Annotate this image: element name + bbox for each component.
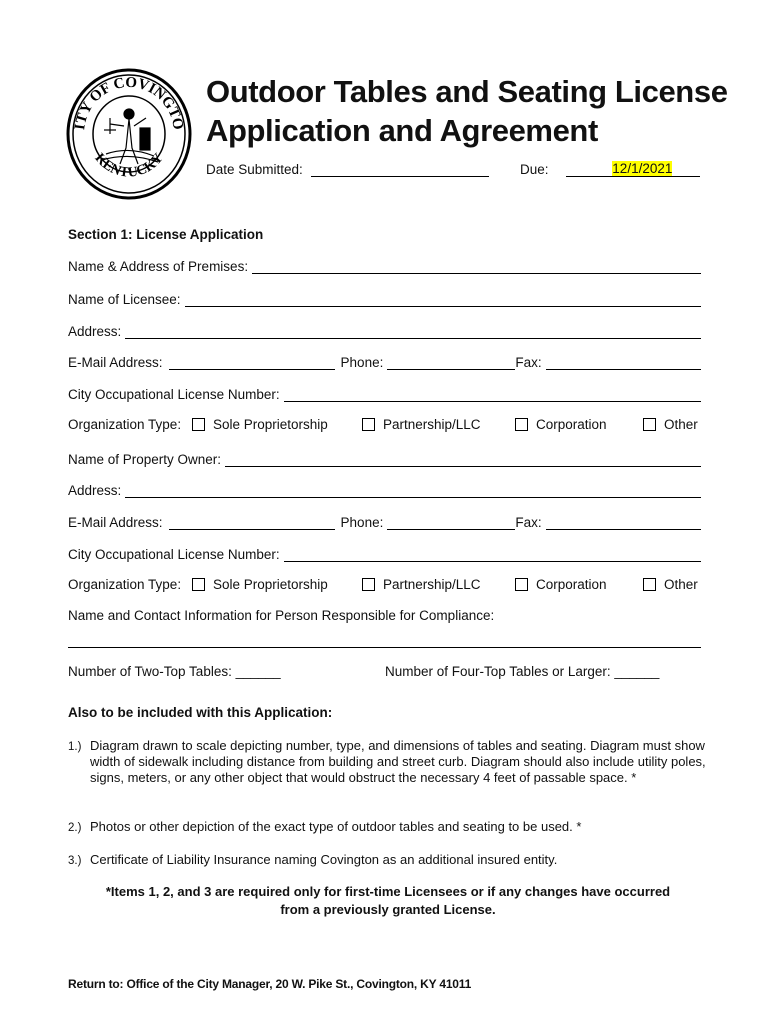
checkbox[interactable] [192,578,205,591]
list-text: Photos or other depiction of the exact type of outdoor tables and seating to be used. * [90,819,582,834]
licensee-occ-license-row [68,384,701,402]
option-partnership-llc[interactable]: Partnership/LLC [362,417,481,432]
licensee-email-field[interactable] [169,355,335,370]
org-type-label: Organization Type: [68,417,182,432]
licensee-occ-license-field[interactable] [284,387,701,402]
checkbox[interactable] [515,578,528,591]
owner-phone-field[interactable] [387,515,515,530]
list-item [68,738,708,786]
four-top-tables[interactable]: Number of Four-Top Tables or Larger: ______ [385,664,660,679]
list-text: Certificate of Liability Insurance naming Covington as an additional insured entity. [90,852,558,867]
option-corporation[interactable]: Corporation [515,577,607,592]
option-sole-proprietorship[interactable]: Sole Proprietorship [192,417,328,432]
due-label: Due: [520,162,549,177]
owner-occ-license-row [68,544,701,562]
note-line-2: from a previously granted License. [280,902,496,917]
email-label: E-Mail Address: [68,355,163,370]
included-heading: Also to be included with this Application: [68,705,333,720]
phone-label: Phone: [340,355,384,370]
premises-row [68,256,701,274]
title-line-1: Outdoor Tables and Seating License [206,74,728,109]
checkbox[interactable] [643,578,656,591]
fax-label: Fax: [515,515,542,530]
owner-contact-row [68,512,701,530]
licensee-contact-row [68,352,701,370]
date-submitted-label: Date Submitted: [206,162,303,177]
checkbox[interactable] [643,418,656,431]
licensee-address-field[interactable] [125,324,701,339]
owner-org-type-row [68,577,708,595]
svg-text:CITY OF COVINGTON: ITY OF COVINGTO [72,74,186,132]
owner-fax-field[interactable] [546,515,701,530]
org-type-label: Organization Type: [68,577,182,592]
list-number: 3.) [68,855,82,867]
two-top-tables[interactable]: Number of Two-Top Tables: ______ [68,664,281,679]
fax-label: Fax: [515,355,542,370]
section-heading: Section 1: License Application [68,227,264,242]
owner-row [68,449,701,467]
option-partnership-llc[interactable]: Partnership/LLC [362,577,481,592]
option-sole-proprietorship[interactable]: Sole Proprietorship [192,577,328,592]
phone-label: Phone: [340,515,384,530]
occ-license-label: City Occupational License Number: [68,387,280,402]
checkbox[interactable] [515,418,528,431]
licensee-field[interactable] [185,292,701,307]
occ-license-label: City Occupational License Number: [68,547,280,562]
list-item [68,852,708,868]
date-submitted-row [206,162,489,177]
title-line-2: Application and Agreement [206,113,598,148]
licensee-label: Name of Licensee: [68,292,181,307]
licensee-phone-field[interactable] [387,355,515,370]
owner-address-row [68,480,701,498]
option-other[interactable]: Other [643,417,698,432]
note-line-1: *Items 1, 2, and 3 are required only for first-time Licensees or if any changes have occurred [105,884,671,899]
return-address: Return to: Office of the City Manager, 20 W. Pike St., Covington, KY 41011 [68,977,472,991]
address-label: Address: [68,324,122,339]
list-number: 1.) [68,741,82,753]
email-label: E-Mail Address: [68,515,163,530]
date-submitted-field[interactable] [311,162,489,177]
checkbox[interactable] [362,578,375,591]
compliance-field[interactable] [68,646,701,648]
list-number: 2.) [68,822,82,834]
city-seal-logo [66,68,192,200]
list-text: Diagram drawn to scale depicting number, type, and dimensions of tables and seating. Diagram must show width of sidewalk including distance from building and street curb. Diagram should also include utility poles, signs, meters, or any other object that would obstruct the necessary 4 feet of passable space. * [90,738,706,785]
premises-field[interactable] [252,259,701,274]
owner-field[interactable] [225,452,701,467]
address-label: Address: [68,483,122,498]
svg-text:KENTUCKY: KENTUCKY [91,150,167,181]
owner-label: Name of Property Owner: [68,452,222,467]
licensee-org-type-row [68,417,708,435]
option-other[interactable]: Other [643,577,698,592]
licensee-fax-field[interactable] [546,355,701,370]
checkbox[interactable] [192,418,205,431]
form-title [206,72,728,150]
list-item [68,819,708,835]
licensee-address-row [68,321,701,339]
owner-occ-license-field[interactable] [284,547,701,562]
checkbox[interactable] [362,418,375,431]
due-field[interactable] [566,162,700,177]
compliance-label: Name and Contact Information for Person Responsible for Compliance: [68,608,495,623]
owner-address-field[interactable] [125,483,701,498]
licensee-row [68,289,701,307]
option-corporation[interactable]: Corporation [515,417,607,432]
premises-label: Name & Address of Premises: [68,259,249,274]
owner-email-field[interactable] [169,515,335,530]
requirements-note [68,883,708,919]
due-value: 12/1/2021 [612,161,673,176]
due-row [520,162,700,177]
